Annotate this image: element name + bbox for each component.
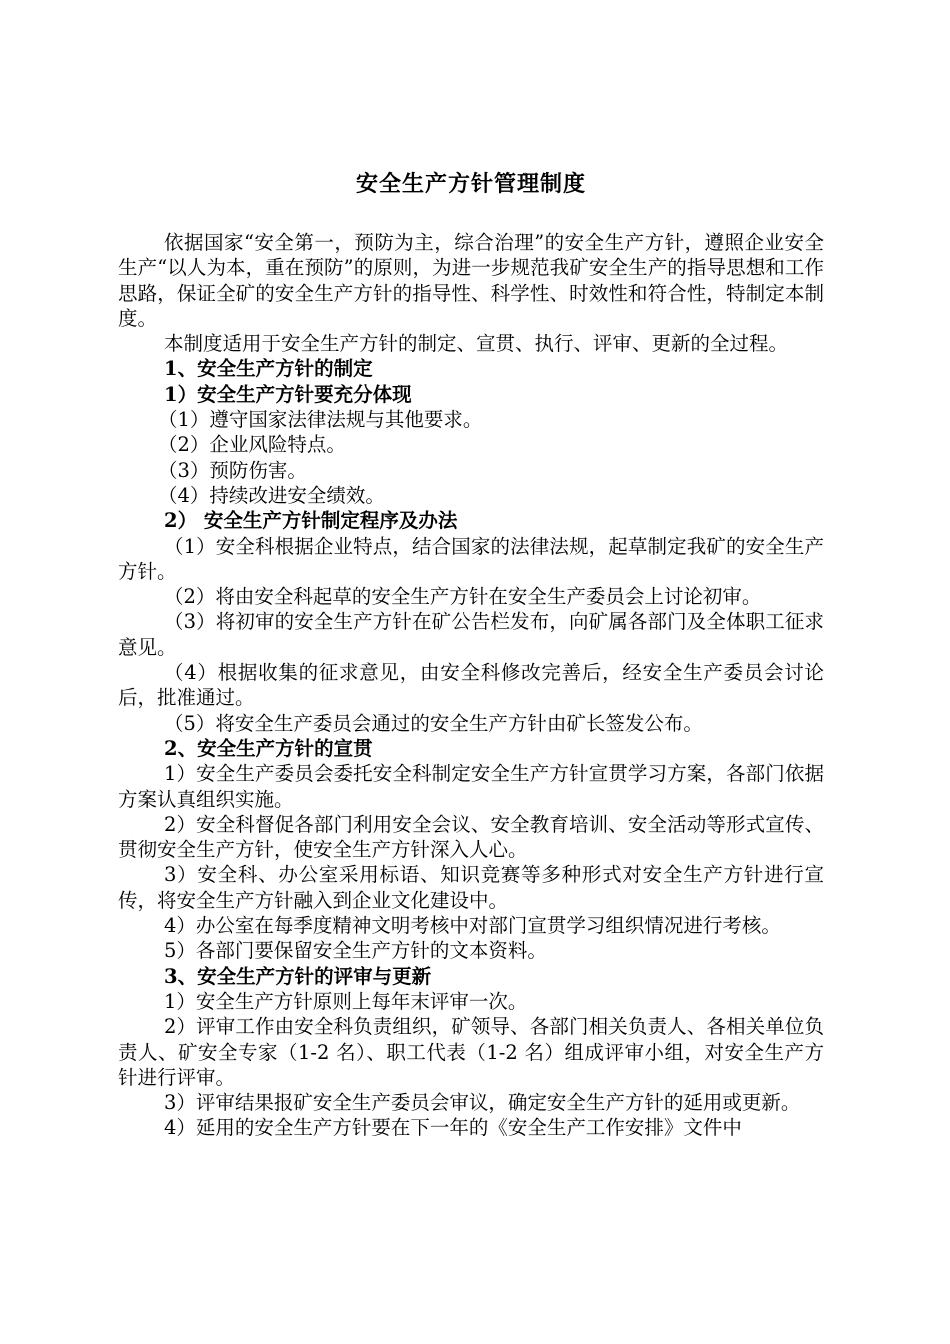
paragraph: 1）安全生产委员会委托安全科制定安全生产方针宣贯学习方案，各部门依据方案认真组织实施。 xyxy=(118,762,824,811)
paragraph: 本制度适用于安全生产方针的制定、宣贯、执行、评审、更新的全过程。 xyxy=(164,332,789,356)
subsection-heading: 1）安全生产方针要充分体现 xyxy=(164,382,412,406)
paragraph: （2）将由安全科起草的安全生产方针在安全生产委员会上讨论初审。 xyxy=(164,585,762,609)
section-heading: 3、安全生产方针的评审与更新 xyxy=(164,964,432,988)
paragraph: 依据国家“安全第一，预防为主，综合治理”的安全生产方针，遵照企业安全生产“以人为本，重在预防”的原则，为进一步规范我矿安全生产的指导思想和工作思路，保证全矿的安全生产方针的指导性、科学性、时效性和符合性，特制定本制度。 xyxy=(118,231,824,330)
section-heading: 1、安全生产方针的制定 xyxy=(164,357,373,381)
section-heading: 2、安全生产方针的宣贯 xyxy=(164,736,373,760)
paragraph: 3）安全科、办公室采用标语、知识竞赛等多种形式对安全生产方针进行宣传，将安全生产方针融入到企业文化建设中。 xyxy=(118,863,824,912)
list-item: （1）遵守国家法律法规与其他要求。 xyxy=(158,408,483,432)
document-body xyxy=(118,230,824,1141)
paragraph: 5）各部门要保留安全生产方针的文本资料。 xyxy=(164,939,547,963)
list-item: （3）预防伤害。 xyxy=(158,458,307,482)
document-page xyxy=(118,168,824,1141)
list-item: （4）持续改进安全绩效。 xyxy=(158,483,385,507)
paragraph: （3）将初审的安全生产方针在矿公告栏发布，向矿属各部门及全体职工征求意见。 xyxy=(118,610,824,659)
paragraph: （5）将安全生产委员会通过的安全生产方针由矿长签发公布。 xyxy=(164,711,703,735)
paragraph: 4）办公室在每季度精神文明考核中对部门宣贯学习组织情况进行考核。 xyxy=(164,914,781,938)
paragraph: 1）安全生产方针原则上每年末评审一次。 xyxy=(164,989,528,1013)
paragraph: 3）评审结果报矿安全生产委员会审议，确定安全生产方针的延用或更新。 xyxy=(164,1091,801,1115)
paragraph: （1）安全科根据企业特点，结合国家的法律法规，起草制定我矿的安全生产方针。 xyxy=(118,534,824,583)
paragraph: 4）延用的安全生产方针要在下一年的《安全生产工作安排》文件中 xyxy=(164,1116,742,1140)
document-title: 安全生产方针管理制度 xyxy=(355,171,586,197)
paragraph: 2）安全科督促各部门利用安全会议、安全教育培训、安全活动等形式宣传、贯彻安全生产方针，使安全生产方针深入人心。 xyxy=(118,812,824,862)
list-item: （2）企业风险特点。 xyxy=(158,433,346,457)
paragraph: （4）根据收集的征求意见，由安全科修改完善后，经安全生产委员会讨论后，批准通过。 xyxy=(118,661,824,710)
paragraph: 2）评审工作由安全科负责组织，矿领导、各部门相关负责人、各相关单位负责人、矿安全专家（1-2 名）、职工代表（1-2 名）组成评审小组，对安全生产方针进行评审。 xyxy=(118,1015,824,1089)
subsection-heading: 2） 安全生产方针制定程序及办法 xyxy=(164,509,458,533)
